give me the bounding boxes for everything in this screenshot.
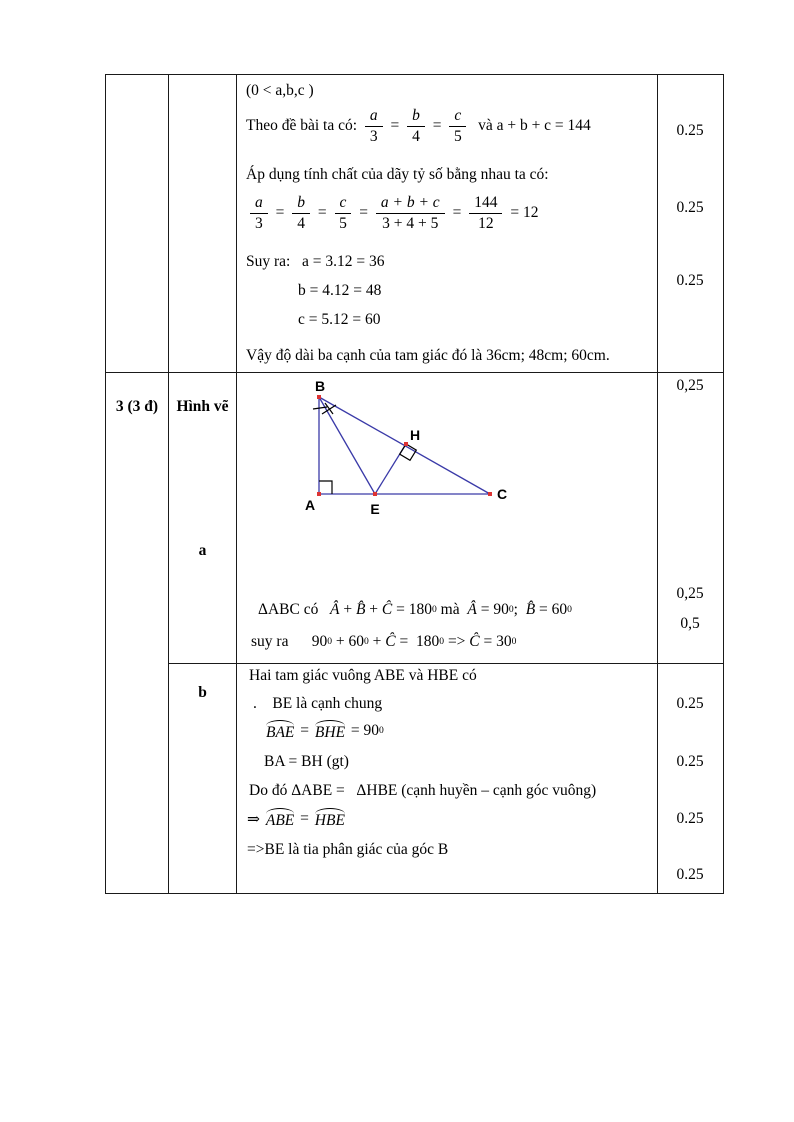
score-value: 0.25 <box>676 199 704 216</box>
solution-line-a: Suy ra: a = 3.12 = 36 <box>246 253 385 270</box>
vertex-label-C: C <box>497 486 508 502</box>
part-b-angles-equal: BAE = BHE = 90 0 <box>266 722 384 741</box>
column-divider-2 <box>236 75 237 893</box>
score-value: 0.25 <box>676 810 704 827</box>
vertex-label-B: B <box>314 378 326 394</box>
score-value: 0,25 <box>676 377 704 394</box>
row-divider-1 <box>106 372 723 373</box>
vertex-label-A: A <box>304 497 316 513</box>
solution-line-b: b = 4.12 = 48 <box>298 282 382 299</box>
solution-line-property: Áp dụng tính chất của dãy tỷ số bằng nhau ta có: <box>246 166 549 183</box>
solution-line-condition: (0 < a,b,c ) <box>246 82 314 99</box>
score-value: 0.25 <box>676 272 704 289</box>
score-value: 0.25 <box>676 122 704 139</box>
triangle-figure <box>291 376 521 528</box>
part-b-line-5: Do đó ΔABE = ΔHBE (cạnh huyền – cạnh góc vuông) <box>249 782 597 799</box>
part-b-line-7: =>BE là tia phân giác của góc B <box>247 841 449 858</box>
part-b-line-2: . BE là cạnh chung <box>253 695 383 712</box>
part-a-label-cell: a <box>198 542 207 559</box>
problem-number-cell: 3 (3 đ) <box>115 398 159 415</box>
vertex-label-H: H <box>409 427 421 443</box>
equation-ratios: Theo đề bài ta có: $\frac{a}{3}$ = $\frac{b}{4}$ = $\frac{c}{5}$ và a + b + c = 144 <box>246 106 591 145</box>
solution-line-conclusion: Vậy độ dài ba cạnh của tam giác đó là 36cm; 48cm; 60cm. <box>246 347 610 364</box>
part-b-angle-conclusion: ⇒ ABE = HBE <box>247 810 345 829</box>
part-b-line-1: Hai tam giác vuông ABE và HBE có <box>249 667 477 684</box>
figure-label-cell: Hình vẽ <box>176 398 229 415</box>
vertex-label-E: E <box>370 501 380 517</box>
part-b-label-cell: b <box>198 684 207 701</box>
solution-line-c: c = 5.12 = 60 <box>298 311 381 328</box>
score-value: 0.25 <box>676 695 704 712</box>
part-a-statement: ΔABC có Â + B̂ + Ĉ = 180 0 mà Â = 90 0 ; B̂ = 60 0 <box>258 601 572 618</box>
score-value: 0,5 <box>680 615 700 632</box>
score-value: 0.25 <box>676 753 704 770</box>
column-divider-1 <box>168 75 169 893</box>
score-value: 0.25 <box>676 866 704 883</box>
score-value: 0,25 <box>676 585 704 602</box>
part-b-line-4: BA = BH (gt) <box>264 753 349 770</box>
equation-ratio-chain: $\frac{a}{3}$ = $\frac{b}{4}$ = $\frac{c}{5}$ = $\frac{a + b + c}{3 + 4 + 5}$ = $\frac{144}{12}$ = 12 <box>246 189 538 237</box>
answer-table <box>105 74 724 894</box>
right-angle-mark-H <box>400 444 417 460</box>
part-a-conclusion: suy ra 90 0 + 60 0 + Ĉ = 180 0 => Ĉ = 30 0 <box>251 633 517 650</box>
row-divider-2 <box>168 663 723 664</box>
